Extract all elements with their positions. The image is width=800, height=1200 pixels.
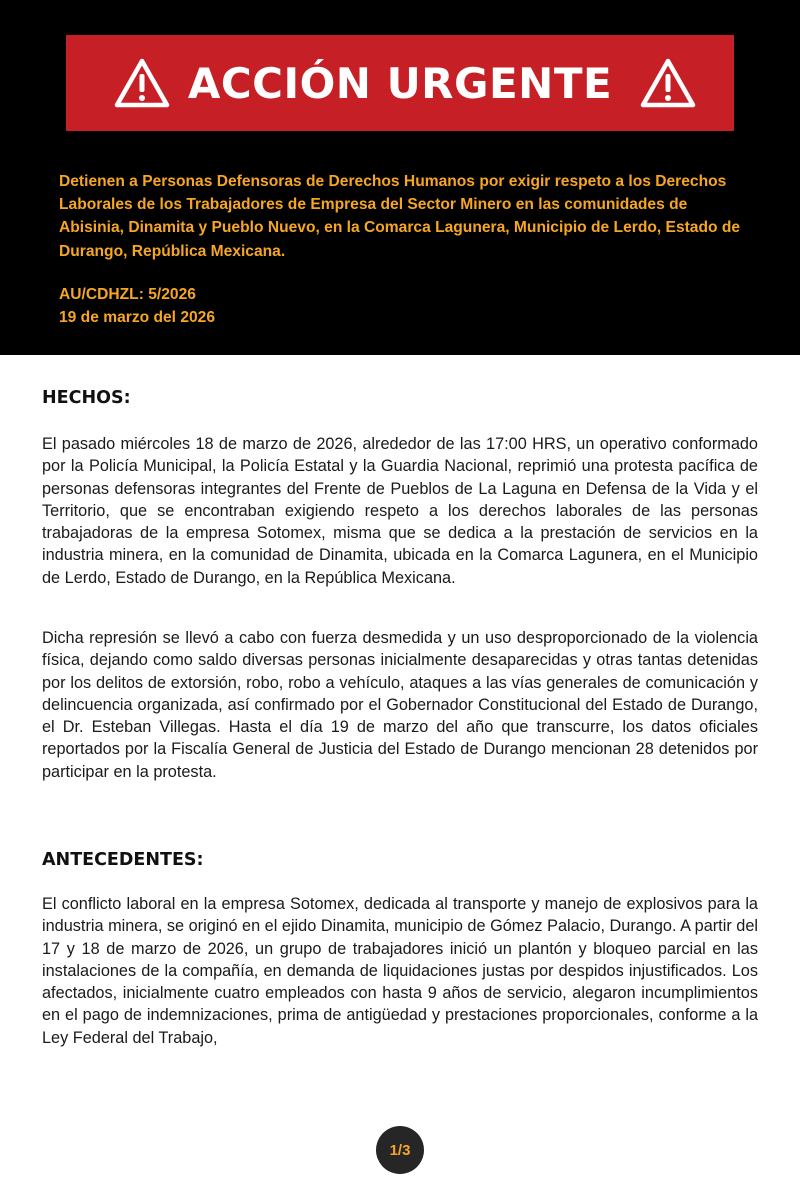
hechos-paragraph: Dicha represión se llevó a cabo con fuerza desmedida y un uso desproporcionado de la violencia física, dejando como saldo diversas personas inicialmente desaparecidas y otras tantas detenidas por los delitos de extorsión, robo, robo a vehículo, ataques a las vías generales de comunicación y delincuencia organizada, así confirmado por el Gobernador Constitucional del Estado de Durango, el Dr. Esteban Villegas. Hasta el día 19 de marzo del año que transcurre, los datos oficiales reportados por la Fiscalía General de Justicia del Estado de Durango mencionan 28 detenidos por participar en la protesta. xyxy=(42,629,758,781)
section-title-hechos: HECHOS: xyxy=(42,388,131,408)
warning-icon xyxy=(114,57,170,109)
banner-title: ACCIÓN URGENTE xyxy=(187,58,613,108)
antecedentes-paragraph: El conflicto laboral en la empresa Sotomex, dedicada al transporte y manejo de explosivos para la industria minera, se originó en el ejido Dinamita, municipio de Gómez Palacio, Durango. A partir del 17 y 18 de marzo de 2026, un grupo de trabajadores inició un plantón y bloqueo parcial en las instalaciones de la compañía, en demanda de liquidaciones justas por despidos injustificados. Los afectados, inicialmente cuatro empleados con hasta 9 años de servicio, alegaron incumplimientos en el pago de indemnizaciones, prima de antigüedad y prestaciones proporcionales, conforme a la Ley Federal del Trabajo, xyxy=(42,895,758,1047)
headline: Detienen a Personas Defensoras de Derechos Humanos por exigir respeto a los Derechos Laborales de los Trabajadores de Empresa del Sector Minero en las comunidades de Abisinia, Dinamita y Pueblo Nuevo, en la Comarca Lagunera, Municipio de Lerdo, Estado de Durango, República Mexicana. xyxy=(59,173,741,260)
publication-date: 19 de marzo del 2026 xyxy=(59,309,216,326)
urgent-action-banner xyxy=(66,35,734,131)
warning-icon xyxy=(640,57,696,109)
reference-number: AU/CDHZL: 5/2026 xyxy=(59,286,196,303)
section-title-antecedentes: ANTECEDENTES: xyxy=(42,850,204,870)
page-number-badge: 1/3 xyxy=(376,1126,424,1174)
hechos-paragraph: El pasado miércoles 18 de marzo de 2026, alrededor de las 17:00 HRS, un operativo conformado por la Policía Municipal, la Policía Estatal y la Guardia Nacional, reprimió una protesta pacífica de personas defensoras integrantes del Frente de Pueblos de La Laguna en Defensa de la Vida y el Territorio, que se encontraban exigiendo respeto a los derechos laborales de las personas trabajadoras de la empresa Sotomex, misma que se dedica a la prestación de servicios en la industria minera, en la comunidad de Dinamita, ubicada en la Comarca Lagunera, en el Municipio de Lerdo, Estado de Durango, en la República Mexicana. xyxy=(42,435,758,587)
reference-block xyxy=(59,283,215,329)
header-panel xyxy=(0,0,800,355)
